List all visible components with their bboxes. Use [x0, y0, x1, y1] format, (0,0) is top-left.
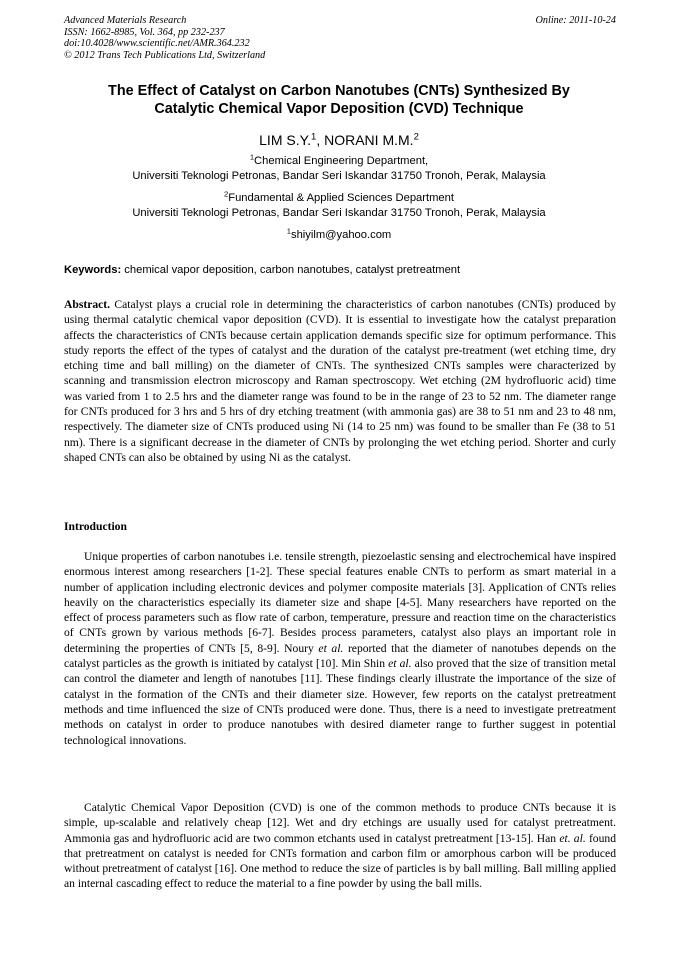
- title-line-2: Catalytic Chemical Vapor Deposition (CVD) Technique: [154, 101, 524, 117]
- affiliation-2-mark: 2: [224, 189, 229, 199]
- author-1-affil-mark: 1: [311, 131, 317, 143]
- intro-p2-part-2: found that pretreatment on catalyst is needed for CNTs formation and carbon film or amorphous carbon will be produced without pretreatment of catalyst [16]. One method to reduce the size of particles is by ball milling. Ball milling applied an internal cascading effect to reduce the material to a fine powder by using the ball mills.: [64, 831, 616, 891]
- paper-title: [40, 82, 638, 118]
- abstract-text: Catalyst plays a crucial role in determining the characteristics of carbon nanotubes (CNTs) produced by using thermal catalytic chemical vapor deposition (CVD). It is essential to investigate how the catalyst preparation affects the characteristics of CNTs because certain application demands specific size for optimum performance. This study reports the effect of the types of catalyst and the duration of the catalyst pre-treatment (wet etching time, dry etching time and ball milling) on the diameter of CNTs. The synthesized CNTs samples were characterized by scanning and transmission electron microscopy and Raman spectroscopy. Wet etching (2M hydrofluoric acid) time was varied from 1 to 2.5 hrs and the diameter range was found to be in the range of 23 to 52 nm. The diameter range for CNTs produced for 3 hrs and 5 hrs of dry etching treatment (with ammonia gas) are 38 to 51 nm and 23 to 48 nm, respectively. The diameter size of CNTs produced using Ni (14 to 25 nm) was found to be smaller than Fe (38 to 51 nm). There is a significant decrease in the diameter of CNTs by prolonging the wet etching period. Shorter and curly shaped CNTs can also be obtained by using Ni as the catalyst.: [64, 298, 616, 464]
- intro-paragraph-1: [64, 549, 616, 748]
- intro-p2-etal: et. al.: [559, 831, 586, 845]
- journal-header: [64, 15, 616, 61]
- author-2: NORANI M.M.: [324, 132, 414, 148]
- title-line-1: The Effect of Catalyst on Carbon Nanotubes (CNTs) Synthesized By: [108, 83, 570, 99]
- online-date: Online: 2011-10-24: [535, 15, 616, 26]
- abstract-label: Abstract.: [64, 298, 111, 311]
- intro-p1-part-2: reported that the diameter of nanotubes depends on the catalyst particles as the growth is initiated by catalyst [10]. Min Shin: [64, 641, 617, 671]
- email-address: shiyilm@yahoo.com: [290, 229, 392, 241]
- affiliation-1: [0, 154, 678, 184]
- keywords-text: chemical vapor deposition, carbon nanotubes, catalyst pretreatment: [121, 264, 461, 276]
- corresponding-email: [0, 228, 678, 243]
- intro-p2-part-1: Catalytic Chemical Vapor Deposition (CVD) is one of the common methods to produce CNTs because it is simple, up-scalable and relatively cheap [12]. Wet and dry etchings are usually used for catalyst pretreatment. Ammonia gas and hydrofluoric acid are two common etchants used in catalyst pretreatment [13-15]. Han: [64, 801, 616, 845]
- intro-p1-part-1: Unique properties of carbon nanotubes i.e. tensile strength, piezoelastic sensing and electrochemical have inspired enormous interest among researchers [1-2]. These special features enable CNTs to perform as smart material in a number of application including electronic devices and polymer composite materials [3]. Application of CNTs relies heavily on the characteristics especially its diameter size and shape [4-5]. Many researchers have reported on the effect of process parameters such as flow rate of carbon, temperature, pressure and reaction time on the characteristics of CNTs grown by various methods [6-7]. Besides process parameters, catalyst also plays an important role in determining the properties of CNTs [5, 8-9]. Noury: [64, 550, 616, 655]
- issn-line: ISSN: 1662-8985, Vol. 364, pp 232-237: [64, 26, 225, 38]
- intro-p1-etal-2: et al.: [388, 657, 412, 671]
- introduction-heading: Introduction: [64, 520, 127, 533]
- journal-name: Advanced Materials Research: [64, 15, 187, 26]
- affiliation-1-dept: Chemical Engineering Department,: [254, 155, 429, 167]
- intro-p1-etal-1: et al.: [318, 641, 344, 655]
- author-1: LIM S.Y.: [259, 132, 312, 148]
- intro-p1-part-3: also proved that the size of transition metal can control the diameter and length of nanotubes [11]. These findings clearly illustrate the importance of the size of catalyst in the formation of the CNTs and their diameter size. However, few reports on the catalyst pretreatment methods and time influenced the size of CNTs produced were done. Thus, there is a need to investigate pretreatment methods on catalyst in order to produce nanotubes with desired diameter range to further suggest in potential technological innovations.: [64, 657, 616, 747]
- author-separator: ,: [316, 132, 325, 148]
- doi-line: doi:10.4028/www.scientific.net/AMR.364.232: [64, 38, 250, 50]
- affiliation-2-dept: Fundamental & Applied Sciences Department: [228, 192, 454, 204]
- affiliation-2: [0, 191, 678, 221]
- keywords: [64, 263, 616, 277]
- keywords-label: Keywords:: [64, 264, 122, 276]
- affiliation-2-address: Universiti Teknologi Petronas, Bandar Seri Iskandar 31750 Tronoh, Perak, Malaysia: [132, 207, 546, 219]
- affiliation-1-mark: 1: [249, 152, 255, 162]
- intro-paragraph-2: [64, 800, 616, 892]
- abstract: [64, 297, 616, 465]
- author-2-affil-mark: 2: [413, 131, 419, 143]
- email-mark: 1: [286, 226, 291, 236]
- author-list: [0, 132, 678, 148]
- copyright-line: © 2012 Trans Tech Publications Ltd, Switzerland: [64, 49, 266, 61]
- affiliation-1-address: Universiti Teknologi Petronas, Bandar Seri Iskandar 31750 Tronoh, Perak, Malaysia: [132, 170, 546, 182]
